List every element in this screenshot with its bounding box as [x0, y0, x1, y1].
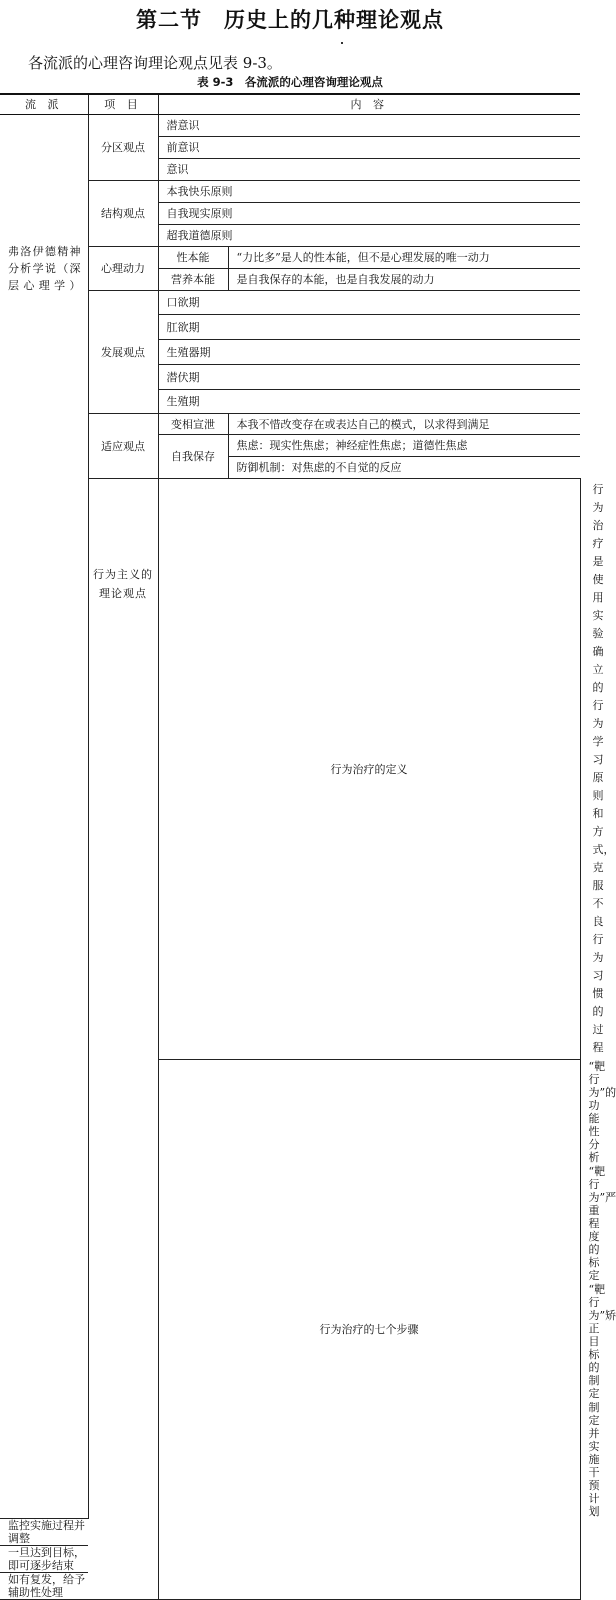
content-cell: 生殖期: [158, 390, 580, 414]
header-school: 流 派: [0, 94, 88, 115]
school-freud: 弗洛伊德精神分析学说（深层心理学）: [0, 115, 88, 1519]
content-cell: 是自我保存的本能，也是自我发展的动力: [228, 269, 580, 291]
table-caption: 表 9-3 各流派的心理咨询理论观点: [197, 75, 383, 89]
content-cell: 本我快乐原则: [158, 181, 580, 203]
section-title: 第二节 历史上的几种理论观点: [136, 7, 444, 32]
item-steps: 行为治疗的七个步骤: [158, 1060, 580, 1600]
sub-item: 性本能: [158, 247, 228, 269]
content-cell: “力比多”是人的性本能，但不是心理发展的唯一动力: [228, 247, 580, 269]
item-definition: 行为治疗的定义: [158, 479, 580, 1060]
table-row: 制定并实施干预计划: [588, 1401, 600, 1518]
item-adaptation: 适应观点: [88, 414, 158, 479]
table-row: “靶行为”矫正目标的制定: [588, 1283, 616, 1400]
step-cell: 监控实施过程并调整: [0, 1519, 88, 1546]
step-cell: 一旦达到目标，即可逐步结束: [0, 1546, 88, 1573]
step-cell: 如有复发，给予辅助性处理: [0, 1573, 88, 1600]
sub-item: 变相宣泄: [158, 414, 228, 435]
content-cell: 本我不惜改变存在或表达自己的模式，以求得到满足: [228, 414, 580, 435]
table-row: 行为治疗的七个步骤 “靶行为”的功能性分析: [0, 1060, 580, 1165]
content-cell: 焦虑：现实性焦虑；神经症性焦虑；道德性焦虑: [228, 435, 580, 457]
content-cell: 意识: [158, 159, 580, 181]
header-row: [0, 94, 580, 115]
content-cell: 前意识: [158, 137, 580, 159]
item-drive: 心理动力: [88, 247, 158, 291]
content-cell: 潜意识: [158, 115, 580, 137]
table-row: “靶行为”严重程度的标定: [588, 1165, 616, 1282]
content-cell: 肛欲期: [158, 315, 580, 340]
content-cell: 超我道德原则: [158, 225, 580, 247]
school-behavior: 行为主义的理论观点: [88, 479, 158, 1600]
speck: [341, 42, 343, 44]
content-cell: 生殖器期: [158, 340, 580, 365]
item-development: 发展观点: [88, 291, 158, 414]
table-row: 行为主义的理论观点 行为治疗的定义 行为治疗是使用实验确立的行为学习原则和方式，克服不良行为习惯的过程: [0, 479, 580, 1060]
intro-text: 各流派的心理咨询理论观点见表 9-3。: [28, 54, 282, 72]
header-item: 项 目: [88, 94, 158, 115]
sub-item: 自我保存: [158, 435, 228, 479]
item-zone: 分区观点: [88, 115, 158, 181]
table-row: [0, 115, 580, 137]
header-content: 内 容: [158, 94, 580, 115]
content-cell: 口欲期: [158, 291, 580, 315]
content-cell: 自我现实原则: [158, 203, 580, 225]
content-cell: 潜伏期: [158, 365, 580, 390]
sub-item: 营养本能: [158, 269, 228, 291]
item-structure: 结构观点: [88, 181, 158, 247]
theory-table: [0, 93, 616, 1600]
content-cell: 防御机制：对焦虑的不自觉的反应: [228, 457, 580, 479]
